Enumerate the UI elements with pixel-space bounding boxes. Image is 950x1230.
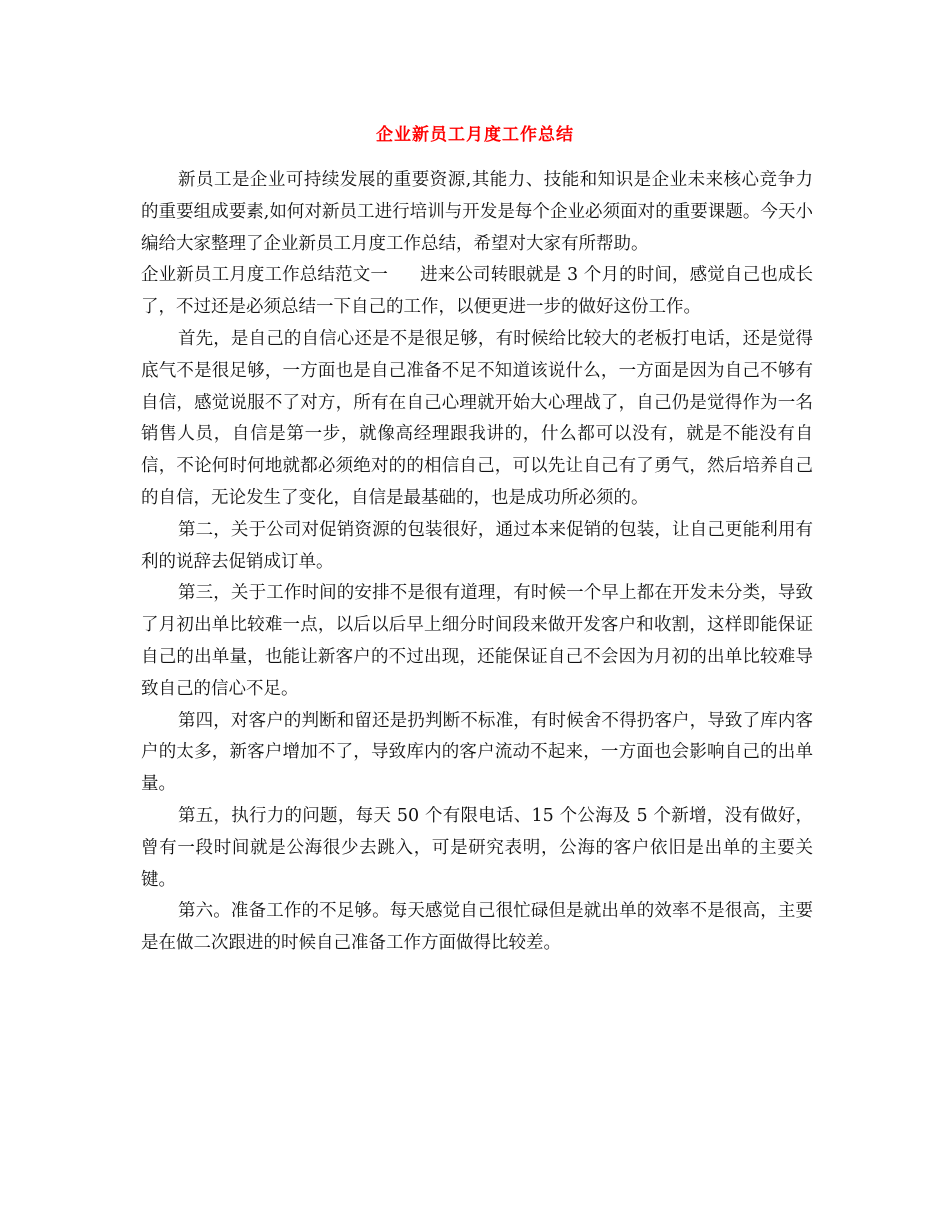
- document-body: [141, 165, 813, 960]
- paragraph-point-2: 第二，关于公司对促销资源的包装很好，通过本来促销的包装，让自己更能利用有利的说辞去促销成订单。: [141, 519, 813, 572]
- sample-opening: 进来公司转眼就是 3 个月的时间，感觉自己也成长了，不过还是必须总结一下自己的工作，以便更进一步的做好这份工作。: [141, 265, 813, 318]
- paragraph-intro: 新员工是企业可持续发展的重要资源,其能力、技能和知识是企业未来核心竞争力的重要组成要素,如何对新员工进行培训与开发是每个企业必须面对的重要课题。今天小编给大家整理了企业新员工月度工作总结，希望对大家有所帮助。: [141, 170, 813, 254]
- document-title: 企业新员工月度工作总结: [376, 125, 574, 145]
- paragraph-point-6: 第六。准备工作的不足够。每天感觉自己很忙碌但是就出单的效率不是很高，主要是在做二次跟进的时候自己准备工作方面做得比较差。: [141, 901, 813, 954]
- paragraph-point-1: 首先，是自己的自信心还是不是很足够，有时候给比较大的老板打电话，还是觉得底气不是很足够，一方面也是自己准备不足不知道该说什么，一方面是因为自己不够有自信，感觉说服不了对方，所有在自己心理就开始大心理战了，自己仍是觉得作为一名销售人员，自信是第一步，就像高经理跟我讲的，什么都可以没有，就是不能没有自信，不论何时何地就都必须绝对的的相信自己，可以先让自己有了勇气，然后培养自己的自信，无论发生了变化，自信是最基础的，也是成功所必须的。: [141, 328, 813, 508]
- sample-heading: 企业新员工月度工作总结范文一: [141, 265, 388, 286]
- paragraph-sample-heading: [141, 260, 813, 324]
- paragraph-point-5: 第五，执行力的问题，每天 50 个有限电话、15 个公海及 5 个新增，没有做好，曾有一段时间就是公海很少去跳入，可是研究表明，公海的客户依旧是出单的主要关键。: [141, 805, 813, 890]
- paragraph-point-4: 第四，对客户的判断和留还是扔判断不标准，有时候舍不得扔客户，导致了库内客户的太多，新客户增加不了，导致库内的客户流动不起来，一方面也会影响自己的出单量。: [141, 710, 813, 795]
- paragraph-point-3: 第三，关于工作时间的安排不是很有道理，有时候一个早上都在开发未分类，导致了月初出单比较难一点，以后以后早上细分时间段来做开发客户和收割，这样即能保证自己的出单量，也能让新客户的不过出现，还能保证自己不会因为月初的出单比较难导致自己的信心不足。: [141, 583, 813, 699]
